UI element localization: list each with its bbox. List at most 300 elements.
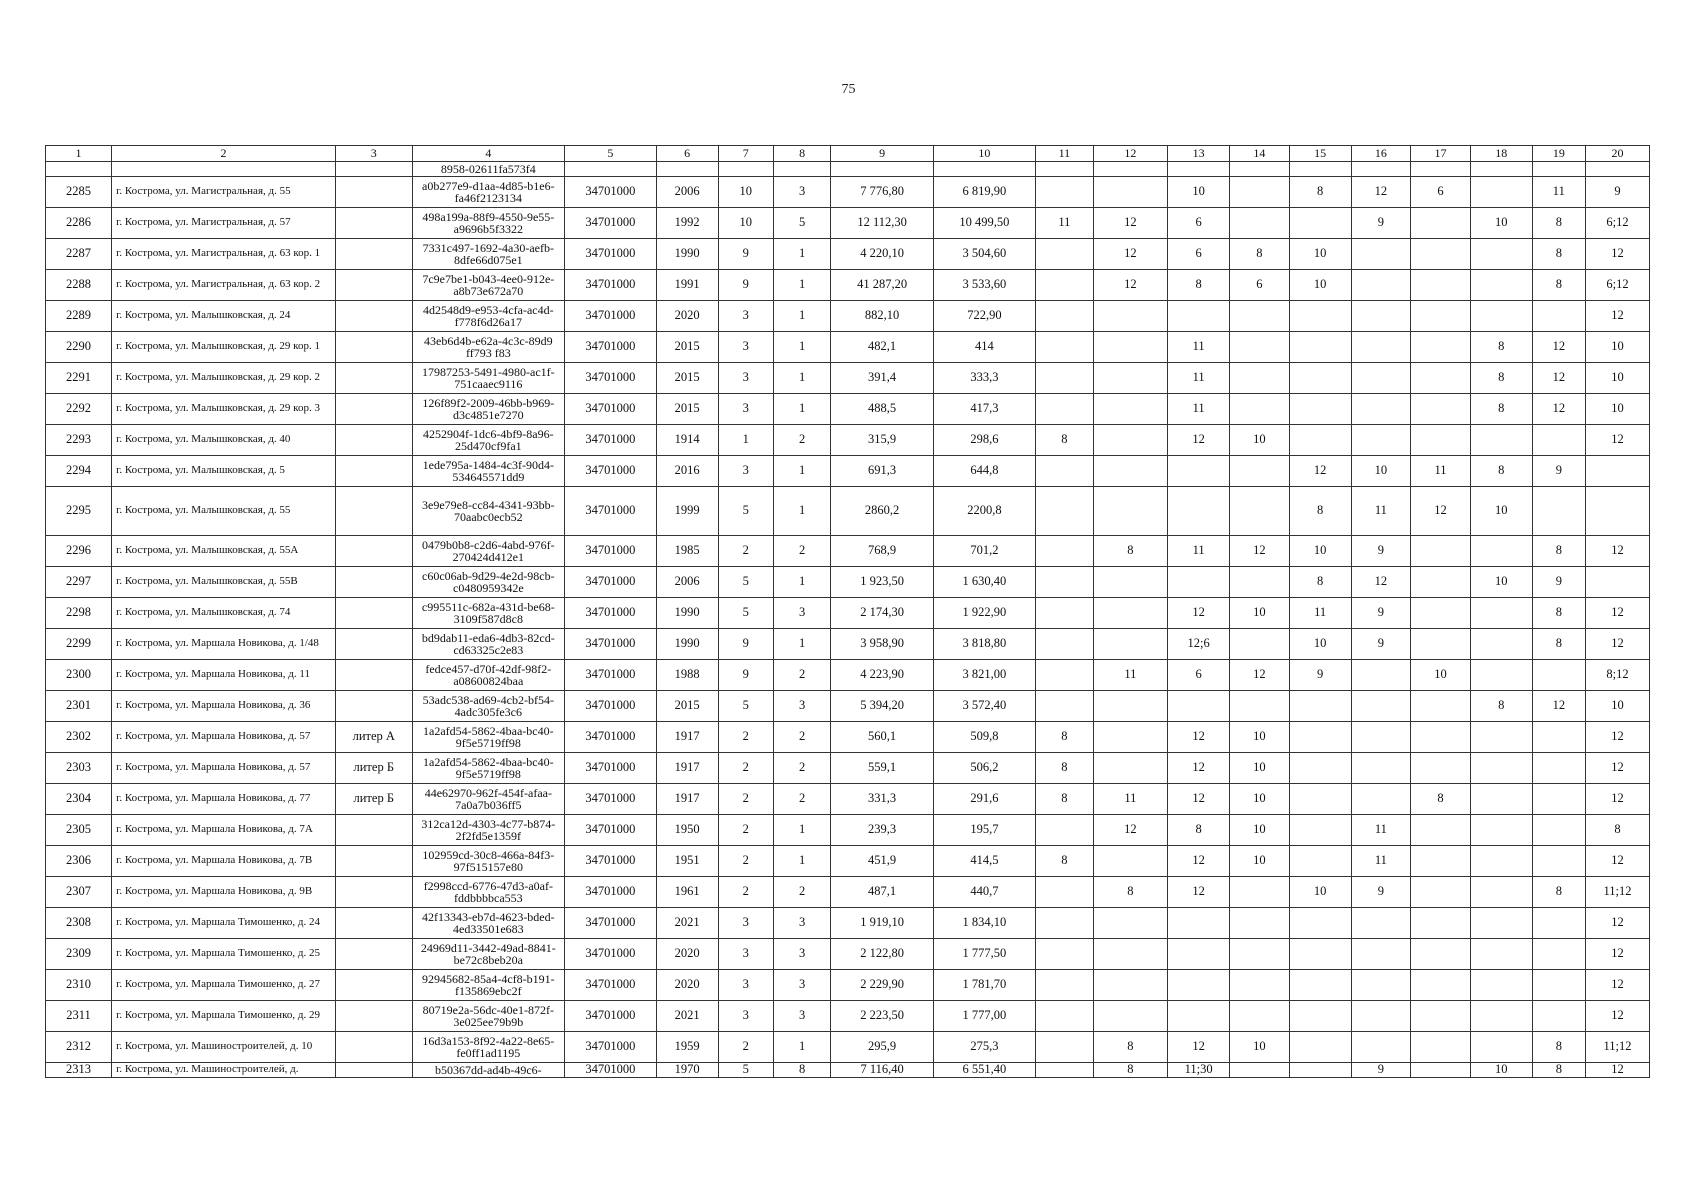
col-14-cell: 6 xyxy=(1230,270,1290,301)
col-12-cell: 12 xyxy=(1093,239,1168,270)
address-cell: г. Кострома, ул. Маршала Новикова, д. 7В xyxy=(112,846,336,877)
oktmo-cell: 34701000 xyxy=(565,394,657,425)
address-cell: г. Кострома, ул. Маршала Новикова, д. 57 xyxy=(112,722,336,753)
col-18-cell xyxy=(1470,162,1532,177)
floors-cell: 5 xyxy=(718,1063,773,1078)
entrances-cell: 1 xyxy=(773,629,831,660)
row-number-cell: 2288 xyxy=(46,270,112,301)
col-18-cell xyxy=(1470,177,1532,208)
living-area-cell: 3 818,80 xyxy=(933,629,1035,660)
row-number-cell: 2308 xyxy=(46,908,112,939)
table-row xyxy=(46,970,1650,1001)
living-area-cell: 722,90 xyxy=(933,301,1035,332)
col-15-cell xyxy=(1289,722,1351,753)
house-guid-cell: 126f89f2-2009-46bb-b969-d3c4851e7270 xyxy=(412,394,564,425)
table-body xyxy=(46,162,1650,1078)
col-19-cell xyxy=(1532,939,1585,970)
oktmo-cell: 34701000 xyxy=(565,970,657,1001)
address-cell: г. Кострома, ул. Малышковская, д. 55В xyxy=(112,567,336,598)
table-row xyxy=(46,456,1650,487)
living-area-cell: 1 630,40 xyxy=(933,567,1035,598)
col-18-cell xyxy=(1470,753,1532,784)
column-header-6: 6 xyxy=(656,146,718,162)
col-11-cell xyxy=(1036,363,1094,394)
col-19-cell xyxy=(1532,815,1585,846)
row-number-cell: 2300 xyxy=(46,660,112,691)
col-17-cell xyxy=(1411,629,1471,660)
address-cell: г. Кострома, ул. Магистральная, д. 57 xyxy=(112,208,336,239)
living-area-cell: 275,3 xyxy=(933,1032,1035,1063)
oktmo-cell: 34701000 xyxy=(565,456,657,487)
row-number-cell: 2313 xyxy=(46,1063,112,1078)
col-16-cell xyxy=(1351,753,1411,784)
col-19-cell xyxy=(1532,301,1585,332)
total-area-cell: 4 223,90 xyxy=(831,660,933,691)
col-16-cell: 12 xyxy=(1351,567,1411,598)
col-12-cell xyxy=(1093,970,1168,1001)
entrances-cell: 1 xyxy=(773,394,831,425)
col-14-cell xyxy=(1230,1001,1290,1032)
col-20-cell: 12 xyxy=(1585,939,1649,970)
col-13-cell: 6 xyxy=(1168,208,1230,239)
table-row xyxy=(46,487,1650,536)
col-11-cell xyxy=(1036,536,1094,567)
living-area-cell: 417,3 xyxy=(933,394,1035,425)
living-area-cell: 2200,8 xyxy=(933,487,1035,536)
col-18-cell xyxy=(1470,1032,1532,1063)
col-20-cell: 8 xyxy=(1585,815,1649,846)
col-20-cell: 12 xyxy=(1585,425,1649,456)
col-15-cell: 8 xyxy=(1289,567,1351,598)
house-guid-cell: 43eb6d4b-e62a-4c3c-89d9 ff793 f83 xyxy=(412,332,564,363)
col-14-cell xyxy=(1230,939,1290,970)
col-11-cell xyxy=(1036,629,1094,660)
col-18-cell: 8 xyxy=(1470,456,1532,487)
col-20-cell: 12 xyxy=(1585,629,1649,660)
col-11-cell xyxy=(1036,487,1094,536)
col-13-cell xyxy=(1168,567,1230,598)
entrances-cell: 3 xyxy=(773,598,831,629)
col-13-cell: 8 xyxy=(1168,815,1230,846)
row-number-cell: 2301 xyxy=(46,691,112,722)
build-year-cell: 1990 xyxy=(656,239,718,270)
col-17-cell xyxy=(1411,877,1471,908)
table-row xyxy=(46,939,1650,970)
build-year-cell: 1917 xyxy=(656,722,718,753)
col-12-cell xyxy=(1093,363,1168,394)
col-15-cell xyxy=(1289,162,1351,177)
column-header-18: 18 xyxy=(1470,146,1532,162)
table-row xyxy=(46,877,1650,908)
col-17-cell xyxy=(1411,598,1471,629)
living-area-cell: 291,6 xyxy=(933,784,1035,815)
column-header-10: 10 xyxy=(933,146,1035,162)
col-16-cell xyxy=(1351,270,1411,301)
build-year-cell: 2015 xyxy=(656,691,718,722)
table-row xyxy=(46,1001,1650,1032)
col-12-cell: 11 xyxy=(1093,660,1168,691)
house-guid-cell: c995511c-682a-431d-be68-3109f587d8c8 xyxy=(412,598,564,629)
row-number-cell: 2311 xyxy=(46,1001,112,1032)
col-20-cell: 12 xyxy=(1585,753,1649,784)
building-letter-cell xyxy=(335,567,412,598)
address-cell: г. Кострома, ул. Малышковская, д. 55 xyxy=(112,487,336,536)
living-area-cell: 440,7 xyxy=(933,877,1035,908)
building-letter-cell xyxy=(335,1001,412,1032)
col-12-cell xyxy=(1093,629,1168,660)
entrances-cell: 2 xyxy=(773,425,831,456)
house-guid-cell: 53adc538-ad69-4cb2-bf54-4adc305fe3c6 xyxy=(412,691,564,722)
col-11-cell: 8 xyxy=(1036,846,1094,877)
col-13-cell xyxy=(1168,691,1230,722)
column-header-2: 2 xyxy=(112,146,336,162)
total-area-cell: 315,9 xyxy=(831,425,933,456)
col-16-cell: 9 xyxy=(1351,598,1411,629)
oktmo-cell: 34701000 xyxy=(565,691,657,722)
col-17-cell xyxy=(1411,846,1471,877)
col-15-cell xyxy=(1289,1032,1351,1063)
col-12-cell xyxy=(1093,939,1168,970)
oktmo-cell: 34701000 xyxy=(565,208,657,239)
house-guid-cell: 8958-02611fa573f4 xyxy=(412,162,564,177)
column-header-19: 19 xyxy=(1532,146,1585,162)
col-11-cell: 8 xyxy=(1036,753,1094,784)
living-area-cell: 506,2 xyxy=(933,753,1035,784)
col-18-cell xyxy=(1470,784,1532,815)
table-row xyxy=(46,270,1650,301)
col-18-cell xyxy=(1470,660,1532,691)
col-11-cell xyxy=(1036,301,1094,332)
col-19-cell: 8 xyxy=(1532,208,1585,239)
building-letter-cell xyxy=(335,456,412,487)
column-header-15: 15 xyxy=(1289,146,1351,162)
building-letter-cell xyxy=(335,162,412,177)
column-header-8: 8 xyxy=(773,146,831,162)
col-18-cell: 10 xyxy=(1470,487,1532,536)
col-16-cell xyxy=(1351,162,1411,177)
column-header-11: 11 xyxy=(1036,146,1094,162)
floors-cell: 5 xyxy=(718,487,773,536)
col-17-cell: 6 xyxy=(1411,177,1471,208)
oktmo-cell: 34701000 xyxy=(565,270,657,301)
row-number-cell: 2287 xyxy=(46,239,112,270)
living-area-cell: 3 572,40 xyxy=(933,691,1035,722)
build-year-cell xyxy=(656,162,718,177)
row-number-cell xyxy=(46,162,112,177)
col-12-cell xyxy=(1093,567,1168,598)
col-16-cell xyxy=(1351,425,1411,456)
col-20-cell: 10 xyxy=(1585,332,1649,363)
building-letter-cell xyxy=(335,1032,412,1063)
oktmo-cell: 34701000 xyxy=(565,660,657,691)
building-letter-cell xyxy=(335,301,412,332)
oktmo-cell: 34701000 xyxy=(565,567,657,598)
house-guid-cell: 24969d11-3442-49ad-8841-be72c8beb20a xyxy=(412,939,564,970)
entrances-cell: 1 xyxy=(773,270,831,301)
entrances-cell: 3 xyxy=(773,939,831,970)
floors-cell: 3 xyxy=(718,908,773,939)
col-14-cell: 10 xyxy=(1230,815,1290,846)
living-area-cell: 3 533,60 xyxy=(933,270,1035,301)
floors-cell: 2 xyxy=(718,722,773,753)
total-area-cell: 487,1 xyxy=(831,877,933,908)
col-15-cell xyxy=(1289,208,1351,239)
address-cell: г. Кострома, ул. Магистральная, д. 55 xyxy=(112,177,336,208)
living-area-cell: 1 777,00 xyxy=(933,1001,1035,1032)
total-area-cell: 2 229,90 xyxy=(831,970,933,1001)
col-16-cell xyxy=(1351,239,1411,270)
address-cell: г. Кострома, ул. Маршала Новикова, д. 11 xyxy=(112,660,336,691)
col-16-cell xyxy=(1351,784,1411,815)
entrances-cell: 2 xyxy=(773,660,831,691)
house-guid-cell: b50367dd-ad4b-49c6- xyxy=(412,1063,564,1078)
entrances-cell: 8 xyxy=(773,1063,831,1078)
living-area-cell: 333,3 xyxy=(933,363,1035,394)
building-letter-cell xyxy=(335,332,412,363)
col-15-cell: 8 xyxy=(1289,177,1351,208)
col-12-cell xyxy=(1093,691,1168,722)
entrances-cell: 3 xyxy=(773,908,831,939)
address-cell: г. Кострома, ул. Малышковская, д. 29 кор. 2 xyxy=(112,363,336,394)
col-18-cell xyxy=(1470,536,1532,567)
col-19-cell: 12 xyxy=(1532,394,1585,425)
house-guid-cell: 7331c497-1692-4a30-aefb-8dfe66d075e1 xyxy=(412,239,564,270)
building-letter-cell xyxy=(335,177,412,208)
entrances-cell: 1 xyxy=(773,332,831,363)
row-number-cell: 2291 xyxy=(46,363,112,394)
entrances-cell: 2 xyxy=(773,877,831,908)
col-16-cell xyxy=(1351,332,1411,363)
col-13-cell xyxy=(1168,939,1230,970)
oktmo-cell: 34701000 xyxy=(565,939,657,970)
col-16-cell xyxy=(1351,970,1411,1001)
col-11-cell xyxy=(1036,270,1094,301)
col-11-cell xyxy=(1036,660,1094,691)
col-20-cell: 12 xyxy=(1585,908,1649,939)
col-13-cell: 6 xyxy=(1168,239,1230,270)
col-20-cell xyxy=(1585,162,1649,177)
living-area-cell: 1 834,10 xyxy=(933,908,1035,939)
col-17-cell xyxy=(1411,394,1471,425)
address-cell: г. Кострома, ул. Магистральная, д. 63 кор. 2 xyxy=(112,270,336,301)
total-area-cell: 5 394,20 xyxy=(831,691,933,722)
col-13-cell xyxy=(1168,162,1230,177)
col-18-cell xyxy=(1470,629,1532,660)
col-11-cell xyxy=(1036,456,1094,487)
table-row xyxy=(46,239,1650,270)
building-letter-cell: литер Б xyxy=(335,784,412,815)
col-14-cell xyxy=(1230,908,1290,939)
col-13-cell: 12 xyxy=(1168,1032,1230,1063)
col-16-cell xyxy=(1351,1032,1411,1063)
col-16-cell: 9 xyxy=(1351,877,1411,908)
col-14-cell xyxy=(1230,877,1290,908)
floors-cell: 3 xyxy=(718,939,773,970)
col-14-cell xyxy=(1230,487,1290,536)
col-16-cell xyxy=(1351,394,1411,425)
col-19-cell: 8 xyxy=(1532,270,1585,301)
col-14-cell: 10 xyxy=(1230,722,1290,753)
build-year-cell: 1992 xyxy=(656,208,718,239)
oktmo-cell: 34701000 xyxy=(565,784,657,815)
col-20-cell: 6;12 xyxy=(1585,270,1649,301)
col-11-cell xyxy=(1036,908,1094,939)
col-18-cell: 8 xyxy=(1470,363,1532,394)
col-15-cell xyxy=(1289,970,1351,1001)
address-cell: г. Кострома, ул. Малышковская, д. 5 xyxy=(112,456,336,487)
col-14-cell xyxy=(1230,162,1290,177)
floors-cell: 3 xyxy=(718,332,773,363)
entrances-cell: 1 xyxy=(773,301,831,332)
col-19-cell xyxy=(1532,970,1585,1001)
build-year-cell: 2021 xyxy=(656,908,718,939)
address-cell: г. Кострома, ул. Маршала Тимошенко, д. 29 xyxy=(112,1001,336,1032)
col-15-cell xyxy=(1289,332,1351,363)
col-20-cell: 11;12 xyxy=(1585,877,1649,908)
build-year-cell: 2020 xyxy=(656,970,718,1001)
col-19-cell xyxy=(1532,1001,1585,1032)
table-row xyxy=(46,691,1650,722)
total-area-cell: 2 122,80 xyxy=(831,939,933,970)
floors-cell: 2 xyxy=(718,815,773,846)
floors-cell: 2 xyxy=(718,753,773,784)
entrances-cell: 2 xyxy=(773,536,831,567)
building-letter-cell xyxy=(335,208,412,239)
table-row xyxy=(46,208,1650,239)
col-19-cell: 12 xyxy=(1532,691,1585,722)
living-area-cell: 644,8 xyxy=(933,456,1035,487)
col-11-cell xyxy=(1036,394,1094,425)
entrances-cell xyxy=(773,162,831,177)
oktmo-cell xyxy=(565,162,657,177)
building-letter-cell xyxy=(335,908,412,939)
house-guid-cell: 498a199a-88f9-4550-9e55-a9696b5f3322 xyxy=(412,208,564,239)
build-year-cell: 1999 xyxy=(656,487,718,536)
col-19-cell: 8 xyxy=(1532,877,1585,908)
address-cell: г. Кострома, ул. Маршала Тимошенко, д. 27 xyxy=(112,970,336,1001)
house-guid-cell: f2998ccd-6776-47d3-a0af-fddbbbbca553 xyxy=(412,877,564,908)
house-guid-cell: 42f13343-eb7d-4623-bded-4ed33501e683 xyxy=(412,908,564,939)
floors-cell: 2 xyxy=(718,536,773,567)
row-number-cell: 2289 xyxy=(46,301,112,332)
col-20-cell: 12 xyxy=(1585,846,1649,877)
build-year-cell: 1970 xyxy=(656,1063,718,1078)
oktmo-cell: 34701000 xyxy=(565,1001,657,1032)
row-number-cell: 2292 xyxy=(46,394,112,425)
build-year-cell: 2016 xyxy=(656,456,718,487)
col-14-cell xyxy=(1230,970,1290,1001)
entrances-cell: 3 xyxy=(773,970,831,1001)
col-18-cell: 10 xyxy=(1470,567,1532,598)
build-year-cell: 2015 xyxy=(656,363,718,394)
col-17-cell xyxy=(1411,332,1471,363)
living-area-cell: 6 819,90 xyxy=(933,177,1035,208)
col-19-cell xyxy=(1532,753,1585,784)
col-11-cell xyxy=(1036,970,1094,1001)
address-cell: г. Кострома, ул. Маршала Новикова, д. 1/48 xyxy=(112,629,336,660)
col-12-cell xyxy=(1093,1001,1168,1032)
col-15-cell: 12 xyxy=(1289,456,1351,487)
col-15-cell: 9 xyxy=(1289,660,1351,691)
building-letter-cell xyxy=(335,536,412,567)
row-number-cell: 2312 xyxy=(46,1032,112,1063)
col-18-cell xyxy=(1470,970,1532,1001)
col-19-cell: 8 xyxy=(1532,1032,1585,1063)
col-20-cell: 8;12 xyxy=(1585,660,1649,691)
col-15-cell xyxy=(1289,815,1351,846)
col-16-cell: 11 xyxy=(1351,846,1411,877)
col-14-cell xyxy=(1230,629,1290,660)
entrances-cell: 1 xyxy=(773,363,831,394)
col-17-cell xyxy=(1411,301,1471,332)
build-year-cell: 2020 xyxy=(656,301,718,332)
col-11-cell xyxy=(1036,567,1094,598)
col-12-cell xyxy=(1093,908,1168,939)
col-20-cell: 12 xyxy=(1585,598,1649,629)
col-20-cell xyxy=(1585,487,1649,536)
col-17-cell xyxy=(1411,908,1471,939)
entrances-cell: 1 xyxy=(773,846,831,877)
total-area-cell: 391,4 xyxy=(831,363,933,394)
entrances-cell: 2 xyxy=(773,722,831,753)
floors-cell: 3 xyxy=(718,363,773,394)
col-19-cell xyxy=(1532,722,1585,753)
living-area-cell: 195,7 xyxy=(933,815,1035,846)
entrances-cell: 1 xyxy=(773,239,831,270)
row-number-cell: 2295 xyxy=(46,487,112,536)
col-13-cell: 12 xyxy=(1168,598,1230,629)
col-17-cell xyxy=(1411,536,1471,567)
build-year-cell: 1950 xyxy=(656,815,718,846)
col-17-cell xyxy=(1411,939,1471,970)
col-16-cell: 11 xyxy=(1351,815,1411,846)
column-header-9: 9 xyxy=(831,146,933,162)
col-14-cell xyxy=(1230,332,1290,363)
floors-cell: 5 xyxy=(718,598,773,629)
col-14-cell: 8 xyxy=(1230,239,1290,270)
col-17-cell: 8 xyxy=(1411,784,1471,815)
house-guid-cell: c60c06ab-9d29-4e2d-98cb-c0480959342e xyxy=(412,567,564,598)
col-18-cell xyxy=(1470,270,1532,301)
column-header-1: 1 xyxy=(46,146,112,162)
building-letter-cell xyxy=(335,846,412,877)
house-guid-cell: 17987253-5491-4980-ac1f-751caaec9116 xyxy=(412,363,564,394)
col-20-cell: 10 xyxy=(1585,691,1649,722)
living-area-cell xyxy=(933,162,1035,177)
floors-cell: 3 xyxy=(718,1001,773,1032)
col-13-cell xyxy=(1168,301,1230,332)
house-guid-cell: 7c9e7be1-b043-4ee0-912e-a8b73e672a70 xyxy=(412,270,564,301)
build-year-cell: 1917 xyxy=(656,753,718,784)
col-15-cell xyxy=(1289,846,1351,877)
housing-registry-table xyxy=(45,145,1650,1078)
total-area-cell: 560,1 xyxy=(831,722,933,753)
address-cell: г. Кострома, ул. Маршала Новикова, д. 36 xyxy=(112,691,336,722)
page-number: 75 xyxy=(841,82,856,97)
floors-cell: 3 xyxy=(718,970,773,1001)
building-letter-cell xyxy=(335,939,412,970)
col-17-cell xyxy=(1411,722,1471,753)
living-area-cell: 701,2 xyxy=(933,536,1035,567)
col-16-cell: 11 xyxy=(1351,487,1411,536)
col-13-cell: 12 xyxy=(1168,753,1230,784)
col-18-cell: 8 xyxy=(1470,394,1532,425)
column-header-12: 12 xyxy=(1093,146,1168,162)
col-18-cell xyxy=(1470,239,1532,270)
build-year-cell: 2015 xyxy=(656,394,718,425)
address-cell: г. Кострома, ул. Маршала Новикова, д. 77 xyxy=(112,784,336,815)
row-number-cell: 2310 xyxy=(46,970,112,1001)
